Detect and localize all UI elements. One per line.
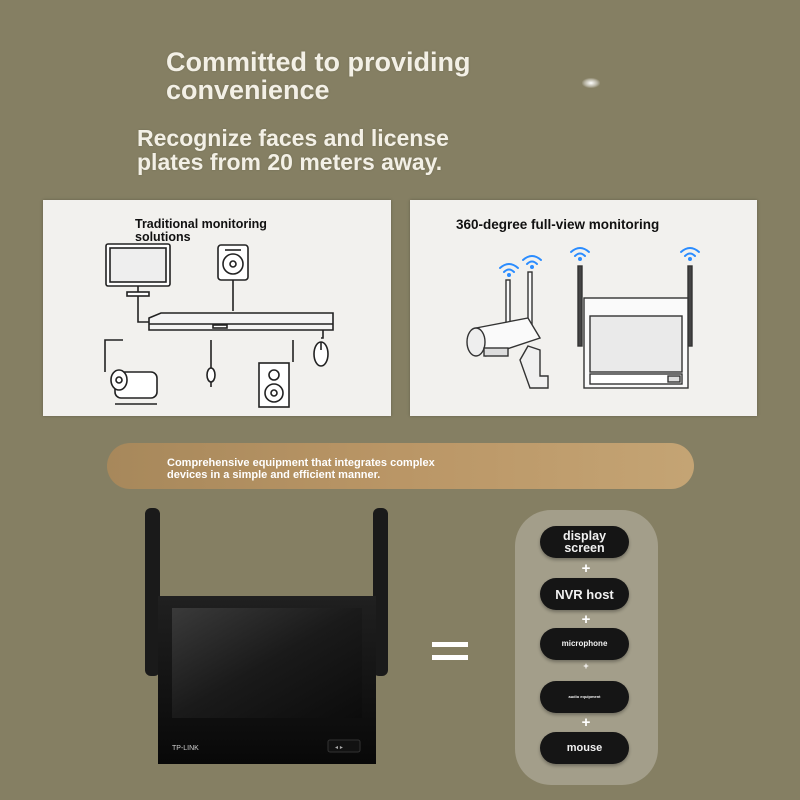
component-microphone: microphone	[540, 628, 629, 660]
nvr-monitor-product	[138, 500, 390, 766]
wireless-nvr-monitor-icon	[578, 266, 692, 388]
integration-banner	[107, 443, 694, 489]
plus-sign: +	[581, 714, 591, 731]
component-stack	[515, 510, 658, 785]
wireless-setup-illustration	[410, 200, 757, 416]
headline-primary: Committed to providing convenience	[166, 47, 471, 106]
microphone-icon	[207, 368, 215, 382]
left-antenna	[145, 508, 160, 676]
brand-logo: TP-LINK	[172, 745, 199, 752]
integration-banner-text: Comprehensive equipment that integrates complex devices in a simple and efficient manner.	[167, 457, 435, 481]
full-view-monitoring-panel	[410, 200, 757, 416]
headline-secondary: Recognize faces and license plates from 20 meters away.	[137, 125, 449, 176]
full-view-monitoring-title: 360-degree full-view monitoring	[456, 217, 660, 232]
plus-sign: +	[581, 560, 591, 577]
monitor-screen	[172, 608, 362, 718]
component-nvr-host: NVR host	[540, 578, 629, 610]
plus-sign: +	[581, 611, 591, 628]
traditional-setup-illustration	[43, 200, 391, 416]
plus-sign: +	[583, 661, 589, 671]
component-audio-equipment: audio equipment	[540, 681, 629, 713]
equals-sign	[432, 642, 468, 664]
component-display-screen: display screen	[540, 526, 629, 558]
wireless-camera-icon	[467, 272, 548, 388]
traditional-monitoring-title: Traditional monitoring solutions	[135, 217, 267, 244]
component-mouse: mouse	[540, 732, 629, 764]
sparkle-decoration	[582, 78, 600, 88]
front-buttons	[328, 740, 360, 752]
nvr-box-icon	[149, 313, 333, 330]
svg-text:◂ ▸: ◂ ▸	[335, 744, 343, 751]
traditional-monitoring-panel	[43, 200, 391, 416]
